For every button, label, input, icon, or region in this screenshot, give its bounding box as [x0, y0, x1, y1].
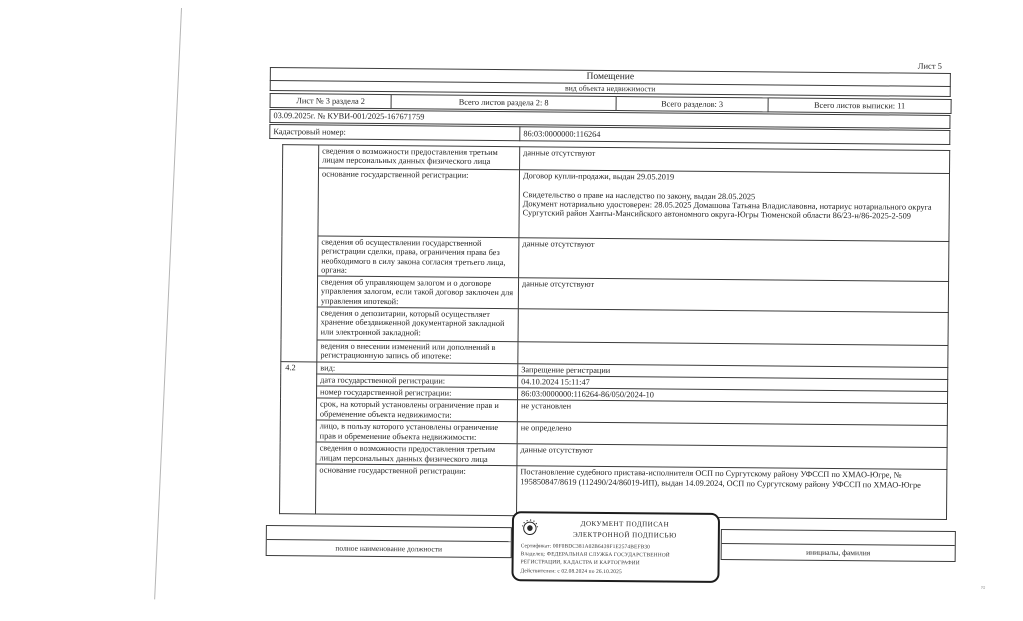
row-value: 04.10.2024 15:11:47: [518, 376, 948, 392]
stamp-certificate: Сертификат: 00F0BDC381A02B6439F1E2574BEFB30: [520, 543, 651, 551]
row-label: номер государственной регистрации:: [317, 386, 518, 400]
row-value: данные отсутствуют: [518, 278, 948, 313]
row-value: не установлен: [517, 400, 947, 426]
row-label: основание государственной регистрации:: [316, 464, 517, 516]
section-number-cell-empty: [281, 145, 319, 362]
object-type-caption: вид объекта недвижимости: [270, 81, 950, 97]
row-label: лицо, в пользу которого установлены ограничение прав и обременение объекта недвижимости:: [316, 420, 517, 444]
table-row: [282, 236, 949, 282]
electronic-signature-stamp: [511, 511, 720, 583]
object-type-header-table: [270, 67, 951, 97]
stamp-title-line2: ЭЛЕКТРОННОЙ ПОДПИСЬЮ: [572, 530, 677, 540]
stamp-title-line1: ДОКУМЕНТ ПОДПИСАН: [580, 519, 670, 529]
scan-artifact: ≈: [981, 583, 986, 592]
cadastral-number-value: 86:03:0000000:116264: [520, 127, 950, 145]
row-value: Запрещение регистрации: [518, 363, 948, 379]
row-label: ведения о внесении изменений или дополнений в регистрационную запись об ипотеке:: [317, 340, 518, 363]
row-value: 86:03:0000000:116264-86/050/2024-10: [518, 388, 948, 404]
row-label: сведения об управляющем залогом и о договоре управления залогом, если такой договор заключен для управления ипотекой:: [317, 276, 518, 309]
row-value: Договор купли-продажи, выдан 29.05.2019 Свидетельство о праве на наследство по закону, выдан 28.05.2025 Документ нотариально удостоверен: 28.05.2025 Домашова Татьяна Владиславовна, нотариус нотариального округа Сургутский район Ханты-Мансийского автономного округа-Югры Тюменской области 86/23-н/86-2025-2-509: [519, 170, 950, 242]
object-type-value: Помещение: [270, 68, 950, 87]
sheet-number-label: Лист 5: [917, 60, 942, 71]
table-row: [282, 168, 950, 242]
row-label: сведения о возможности предоставления третьим лицам персональных данных физического лица: [319, 145, 520, 170]
scanned-page-edge-line: [154, 8, 182, 599]
initials-signature-box: [721, 529, 956, 562]
row-label: срок, на который установлены ограничение прав и обременение объекта недвижимости:: [316, 398, 517, 422]
row-label: сведения об осуществлении государственной регистрации сделки, права, ограничения права без необходимого в силу закона согласия третьего лица, органа:: [318, 236, 519, 278]
stamp-owner-line2: РЕГИСТРАЦИИ, КАДАСТРА И КАРТОГРАФИИ: [520, 559, 640, 567]
registration-details-table: [279, 144, 950, 520]
position-caption: полное наименование должности: [335, 543, 443, 554]
total-sheets-section-cell: Всего листов раздела 2: 8: [391, 95, 616, 111]
stamp-validity: Действителен: с 02.08.2024 по 26.10.2025: [520, 567, 622, 575]
row-value: данные отсутствуют: [519, 238, 949, 282]
signature-section: [265, 509, 956, 601]
row-value: не определено: [517, 422, 947, 448]
section-number-cell: 4.2: [280, 361, 317, 514]
row-label: основание государственной регистрации:: [318, 168, 520, 238]
state-emblem-circle-icon: [521, 518, 539, 536]
initials-caption: инициалы, фамилия: [806, 547, 871, 558]
row-value: [518, 309, 948, 346]
row-label: сведения о возможности предоставления третьим лицам персональных данных физического лица: [316, 442, 517, 466]
extract-date-number: 03.09.2025г. № КУВИ-001/2025-167671759: [270, 110, 950, 129]
cadastral-number-label: Кадастровый номер:: [270, 125, 520, 141]
row-label: сведения о депозитарии, который осуществляет хранение обездвиженной документарной закладной или электронной закладной:: [317, 307, 518, 342]
row-label: вид:: [317, 361, 518, 375]
row-value: Постановление судебного пристава-исполнителя ОСП по Сургутскому району УФССП по ХМАО-Югре, № 195850847/8619 (112490/24/86019-ИП), выдан 14.09.2024, ОСП по Сургутскому району УФССП по ХМАО-Югре: [516, 466, 946, 520]
egrn-extract-sheet: [265, 55, 970, 601]
total-sections-cell: Всего разделов: 3: [616, 97, 768, 112]
position-signature-box: [266, 525, 512, 558]
row-value: данные отсутствуют: [520, 147, 950, 174]
row-value: данные отсутствуют: [517, 444, 947, 470]
sheet-info-cell: Лист № 3 раздела 2: [270, 94, 391, 109]
total-sheets-extract-cell: Всего листов выписки: 11: [768, 98, 951, 114]
stamp-owner-line1: Владелец: ФЕДЕРАЛЬНАЯ СЛУЖБА ГОСУДАРСТВЕННОЙ: [520, 551, 670, 559]
row-label: дата государственной регистрации:: [317, 374, 518, 388]
